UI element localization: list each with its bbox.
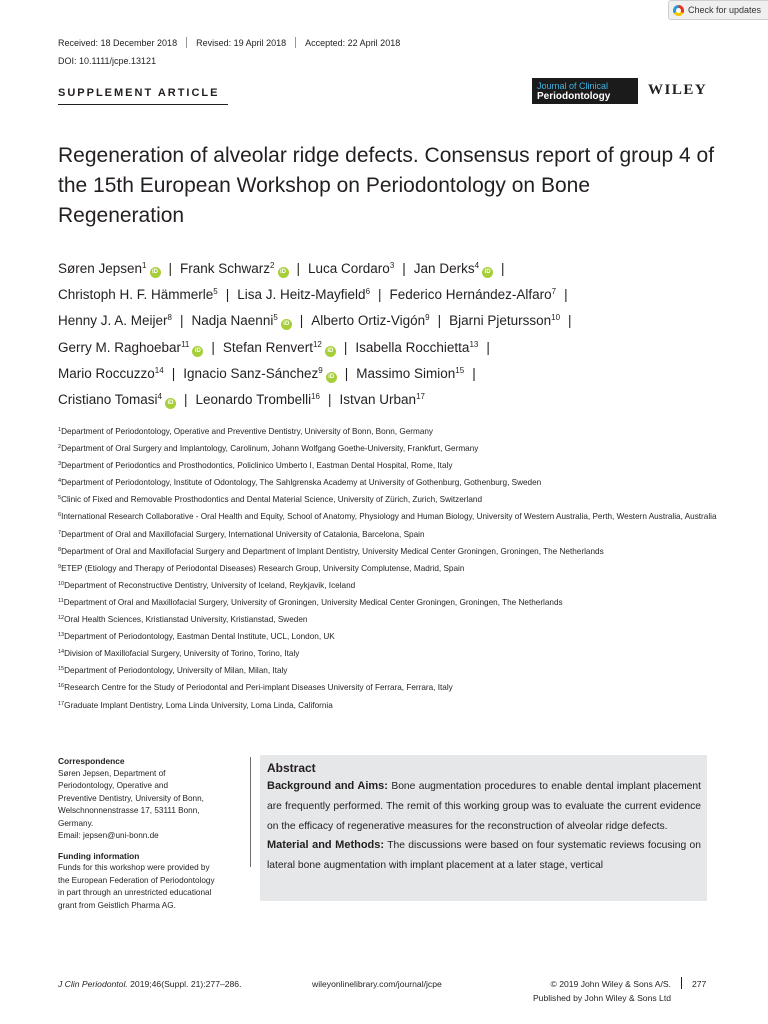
abstract-methods-text: The discussions were based on four systematic reviews focusing on lateral bone augmentation with implant placement at a later stage, vertical — [267, 840, 701, 872]
affiliation-number: 2 — [58, 444, 62, 451]
affiliation-item — [58, 423, 718, 440]
author-separator: | — [296, 261, 301, 276]
author-name[interactable] — [58, 313, 172, 328]
orcid-icon[interactable]: iD — [278, 267, 289, 278]
author-name[interactable] — [58, 287, 218, 302]
author-affiliation-mark: 9 — [318, 365, 323, 375]
abstract-paragraph — [267, 777, 701, 836]
author-name[interactable] — [183, 366, 337, 381]
author-affiliation-mark: 3 — [389, 261, 395, 270]
affiliation-item — [58, 611, 718, 628]
abstract-aims-text: Bone augmentation procedures to enable dental implant placement are frequently performed. The remit of this working group was to evaluate the current evidence on the efficacy of regenerative measures for the reconstruction of alveolar ridge defects. — [267, 781, 701, 832]
author-separator: | — [437, 313, 442, 329]
author-name[interactable] — [340, 392, 425, 407]
abstract-aims-label: Background and Aims: — [267, 780, 388, 792]
author-name-text: Christoph H. F. Hämmerle — [58, 287, 214, 303]
author-affiliation-mark: 16 — [311, 392, 320, 402]
check-for-updates-button[interactable] — [668, 0, 768, 20]
abstract-box — [260, 755, 707, 901]
affiliation-number: 16 — [58, 683, 65, 690]
affiliation-item — [58, 457, 718, 474]
affiliation-text: Department of Periodontics and Prosthodontics, Policlinico Umberto I, Eastman Dental Hospital, Rome, Italy — [61, 461, 453, 471]
author-separator: | — [343, 339, 348, 355]
author-name[interactable] — [196, 392, 320, 407]
author-separator: | — [344, 365, 349, 381]
affiliation-item — [58, 679, 718, 696]
author-affiliation-mark: 2 — [270, 261, 275, 270]
author-affiliation-mark: 4 — [157, 392, 162, 402]
correspondence-block — [58, 755, 243, 843]
affiliation-item — [58, 577, 718, 594]
author-separator: | — [328, 392, 332, 408]
affiliation-item — [58, 491, 718, 508]
author-affiliation-mark: 17 — [416, 392, 425, 402]
affiliation-item — [58, 508, 718, 525]
journal-logo-line2: Periodontology — [537, 90, 611, 102]
date-divider — [186, 37, 187, 48]
author-name[interactable] — [356, 366, 464, 381]
author-name[interactable] — [223, 340, 336, 355]
author-name[interactable] — [58, 392, 176, 407]
crossmark-icon — [673, 5, 684, 16]
affiliation-text: International Research Collaborative - Oral Health and Equity, School of Anatomy, Physiology and Human Biology, University of Western Australia, Perth, Western Australia, Australia — [61, 512, 717, 522]
footer-publisher: Published by John Wiley & Sons Ltd — [532, 993, 671, 1003]
author-line — [58, 308, 728, 334]
affiliation-text: Department of Oral and Maxillofacial Surgery, University of Groningen, University Medical Center Groningen, Groningen, The Netherlands — [63, 597, 563, 607]
orcid-icon[interactable]: iD — [192, 346, 203, 357]
author-name-text: Istvan Urban — [339, 392, 417, 408]
abstract-methods-label: Material and Methods: — [267, 839, 385, 852]
footer-url[interactable]: wileyonlinelibrary.com/journal/jcpe — [312, 979, 442, 989]
affiliation-number: 5 — [58, 495, 62, 502]
affiliation-item — [58, 594, 718, 611]
affiliation-item — [58, 560, 718, 577]
author-name[interactable] — [449, 313, 560, 328]
correspondence-line: Preventive Dentistry, University of Bonn, — [58, 793, 204, 803]
affiliation-text: Division of Maxillofacial Surgery, University of Torino, Torino, Italy — [64, 649, 300, 659]
abstract-paragraph — [267, 836, 701, 876]
affiliation-number: 17 — [58, 700, 65, 707]
affiliation-number: 15 — [58, 666, 65, 673]
author-line — [58, 256, 728, 282]
affiliation-item — [58, 440, 718, 457]
author-separator: | — [211, 339, 215, 355]
author-name-text: Bjarni Pjetursson — [449, 313, 552, 329]
affiliation-text: Department of Reconstructive Dentistry, University of Iceland, Reykjavik, Iceland — [64, 580, 356, 590]
author-separator: | — [168, 261, 173, 276]
journal-logo — [532, 78, 638, 104]
check-for-updates-label: Check for updates — [688, 5, 762, 15]
orcid-icon[interactable]: iD — [325, 346, 336, 357]
author-name-text: Federico Hernández-Alfaro — [389, 287, 552, 303]
author-name[interactable] — [308, 261, 394, 276]
affiliation-list — [58, 423, 718, 714]
author-name[interactable] — [390, 287, 557, 302]
funding-line: grant from Geistlich Pharma AG. — [58, 900, 176, 910]
author-separator: | — [568, 313, 572, 329]
author-name-text: Leonardo Trombelli — [195, 392, 312, 408]
affiliation-item — [58, 543, 718, 560]
author-name[interactable] — [192, 313, 292, 328]
author-affiliation-mark: 7 — [551, 287, 557, 297]
author-separator: | — [299, 313, 304, 329]
footer-divider — [681, 977, 682, 989]
affiliation-text: Research Centre for the Study of Periodontal and Peri-implant Diseases University of Ferrara, Ferrara, Italy — [64, 683, 453, 693]
author-separator: | — [501, 261, 505, 276]
affiliation-text: Department of Oral and Maxillofacial Surgery, International University of Catalonia, Barcelona, Spain — [61, 529, 425, 539]
author-affiliation-mark: 10 — [551, 313, 561, 323]
author-name-text: Gerry M. Raghoebar — [58, 339, 182, 355]
author-line — [58, 282, 728, 308]
affiliation-text: Department of Periodontology, Institute of Odontology, The Sahlgrenska Academy at University of Gothenburg, Gothenburg, Sweden — [61, 478, 542, 488]
author-line — [58, 387, 728, 413]
affiliation-number: 13 — [58, 632, 65, 639]
correspondence-line: Søren Jepsen, Department of — [58, 768, 166, 778]
orcid-icon[interactable]: iD — [165, 398, 176, 409]
orcid-icon[interactable]: iD — [150, 267, 161, 278]
author-separator: | — [564, 287, 568, 303]
affiliation-item — [58, 697, 718, 714]
affiliation-item — [58, 474, 718, 491]
author-name-text: Cristiano Tomasi — [58, 392, 158, 408]
doi[interactable]: DOI: 10.1111/jcpe.13121 — [58, 56, 157, 66]
author-separator: | — [180, 313, 184, 329]
orcid-icon[interactable]: iD — [482, 267, 493, 278]
author-affiliation-mark: 14 — [154, 365, 164, 375]
author-name-text: Isabella Rocchietta — [355, 339, 470, 355]
affiliation-number: 8 — [58, 546, 62, 553]
author-affiliation-mark: 6 — [365, 287, 371, 297]
article-type-underline — [58, 104, 228, 105]
author-name-text: Henny J. A. Meijer — [58, 313, 168, 329]
author-name-text: Lisa J. Heitz-Mayfield — [237, 287, 366, 303]
author-name[interactable] — [414, 261, 493, 276]
author-name-text: Massimo Simion — [356, 365, 456, 381]
author-list — [58, 256, 728, 413]
author-name[interactable] — [58, 366, 164, 381]
affiliation-text: Department of Periodontology, University of Milan, Milan, Italy — [64, 666, 288, 676]
funding-line: Funds for this workshop were provided by — [58, 863, 210, 872]
author-affiliation-mark: 5 — [213, 287, 218, 297]
affiliation-number: 14 — [58, 649, 65, 656]
correspondence-line: Germany. — [58, 818, 94, 828]
author-name-text: Nadja Naenni — [191, 313, 274, 329]
author-separator: | — [486, 339, 490, 355]
article-type-label: SUPPLEMENT ARTICLE — [58, 87, 220, 99]
funding-line: the European Federation of Periodontology — [58, 875, 215, 885]
footer-journal-name: J Clin Periodontol. — [58, 979, 128, 989]
received-date: Received: 18 December 2018 — [58, 37, 178, 48]
affiliation-item — [58, 645, 718, 662]
author-name-text: Stefan Renvert — [222, 339, 313, 355]
affiliation-item — [58, 628, 718, 645]
affiliation-number: 9 — [58, 563, 62, 570]
author-name-text: Mario Roccuzzo — [58, 365, 155, 381]
affiliation-text: Department of Periodontology, Eastman Dental Institute, UCL, London, UK — [64, 632, 335, 642]
column-divider — [250, 757, 251, 867]
author-name[interactable] — [311, 313, 429, 328]
author-separator: | — [402, 261, 406, 276]
accepted-date: Accepted: 22 April 2018 — [305, 37, 401, 48]
affiliation-number: 12 — [58, 615, 65, 622]
author-separator: | — [378, 287, 382, 303]
article-sidebar — [58, 755, 243, 919]
author-name[interactable] — [180, 261, 288, 276]
author-name-text: Luca Cordaro — [308, 261, 390, 276]
author-name[interactable] — [58, 340, 203, 355]
affiliation-text: Department of Oral Surgery and Implantology, Carolinum, Johann Wolfgang Goethe-University, Frankfurt, Germany — [61, 444, 479, 454]
author-affiliation-mark: 9 — [425, 313, 430, 323]
author-affiliation-mark: 12 — [312, 339, 322, 349]
author-affiliation-mark: 5 — [273, 313, 278, 323]
date-divider — [295, 37, 296, 48]
revised-date: Revised: 19 April 2018 — [196, 37, 287, 48]
author-separator: | — [171, 365, 176, 381]
author-name[interactable] — [237, 287, 370, 302]
author-name-text: Jan Derks — [413, 261, 475, 276]
author-separator: | — [184, 392, 188, 408]
affiliation-number: 7 — [58, 529, 62, 536]
author-name-text: Ignacio Sanz-Sánchez — [183, 365, 319, 381]
funding-block — [58, 850, 243, 913]
affiliation-number: 11 — [58, 597, 64, 604]
affiliation-text: Clinic of Fixed and Removable Prosthodontics and Dental Material Science, University of Zürich, Zurich, Switzerland — [61, 495, 482, 505]
affiliation-item — [58, 662, 718, 679]
author-separator: | — [472, 365, 476, 381]
affiliation-number: 10 — [58, 580, 65, 587]
author-name-text: Søren Jepsen — [58, 261, 143, 276]
footer-citation — [58, 979, 241, 989]
article-title: Regeneration of alveolar ridge defects. Consensus report of group 4 of the 15th European Workshop on Periodontology on Bone Regeneration — [58, 144, 715, 227]
correspondence-heading: Correspondence — [58, 756, 125, 766]
footer-volume: 2019;46(Suppl. 21):277–286. — [130, 979, 242, 989]
author-line — [58, 335, 728, 361]
author-affiliation-mark: 4 — [474, 261, 480, 270]
correspondence-line: Welschnonnenstrasse 17, 53111 Bonn, — [58, 806, 200, 815]
author-affiliation-mark: 11 — [181, 339, 190, 349]
journal-logo-line1: Journal of Clinical — [537, 80, 609, 91]
affiliation-item — [58, 526, 718, 543]
orcid-icon[interactable]: iD — [326, 372, 337, 383]
author-affiliation-mark: 13 — [469, 339, 479, 349]
affiliation-number: 6 — [58, 512, 62, 519]
affiliation-text: Department of Oral and Maxillofacial Surgery and Department of Implant Dentistry, University Medical Center Groningen, Groningen, The Netherlands — [61, 546, 604, 556]
affiliation-text: Oral Health Sciences, Kristianstad University, Kristianstad, Sweden — [64, 615, 308, 625]
author-name-text: Frank Schwarz — [180, 261, 271, 276]
footer-copyright: © 2019 John Wiley & Sons A/S. — [550, 979, 671, 989]
affiliation-text: Graduate Implant Dentistry, Loma Linda University, Loma Linda, California — [64, 700, 333, 710]
affiliation-text: Department of Periodontology, Operative and Preventive Dentistry, University of Bonn, Bonn, Germany — [61, 427, 434, 436]
orcid-icon[interactable]: iD — [281, 319, 292, 330]
affiliation-number: 1 — [58, 427, 62, 433]
author-affiliation-mark: 15 — [455, 365, 465, 375]
publisher-logo: WILEY — [648, 82, 708, 98]
author-affiliation-mark: 8 — [167, 313, 172, 323]
correspondence-email[interactable]: Email: jepsen@uni-bonn.de — [58, 831, 159, 840]
author-line — [58, 361, 728, 387]
abstract-heading: Abstract — [267, 761, 316, 775]
author-name-text: Alberto Ortiz-Vigón — [311, 313, 426, 329]
funding-line: in part through an unrestricted educational — [58, 888, 212, 897]
affiliation-number: 3 — [58, 461, 62, 468]
article-dates — [58, 37, 400, 48]
affiliation-text: ETEP (Etiology and Therapy of Periodontal Diseases) Research Group, University Complutense, Madrid, Spain — [61, 563, 465, 573]
author-name[interactable] — [58, 261, 161, 276]
correspondence-line: Periodontology, Operative and — [58, 781, 168, 790]
funding-heading: Funding information — [58, 850, 140, 861]
author-affiliation-mark: 1 — [142, 261, 147, 270]
affiliation-number: 4 — [58, 478, 62, 485]
author-separator: | — [225, 287, 230, 303]
page-number: 277 — [692, 979, 707, 989]
author-name[interactable] — [355, 340, 478, 355]
